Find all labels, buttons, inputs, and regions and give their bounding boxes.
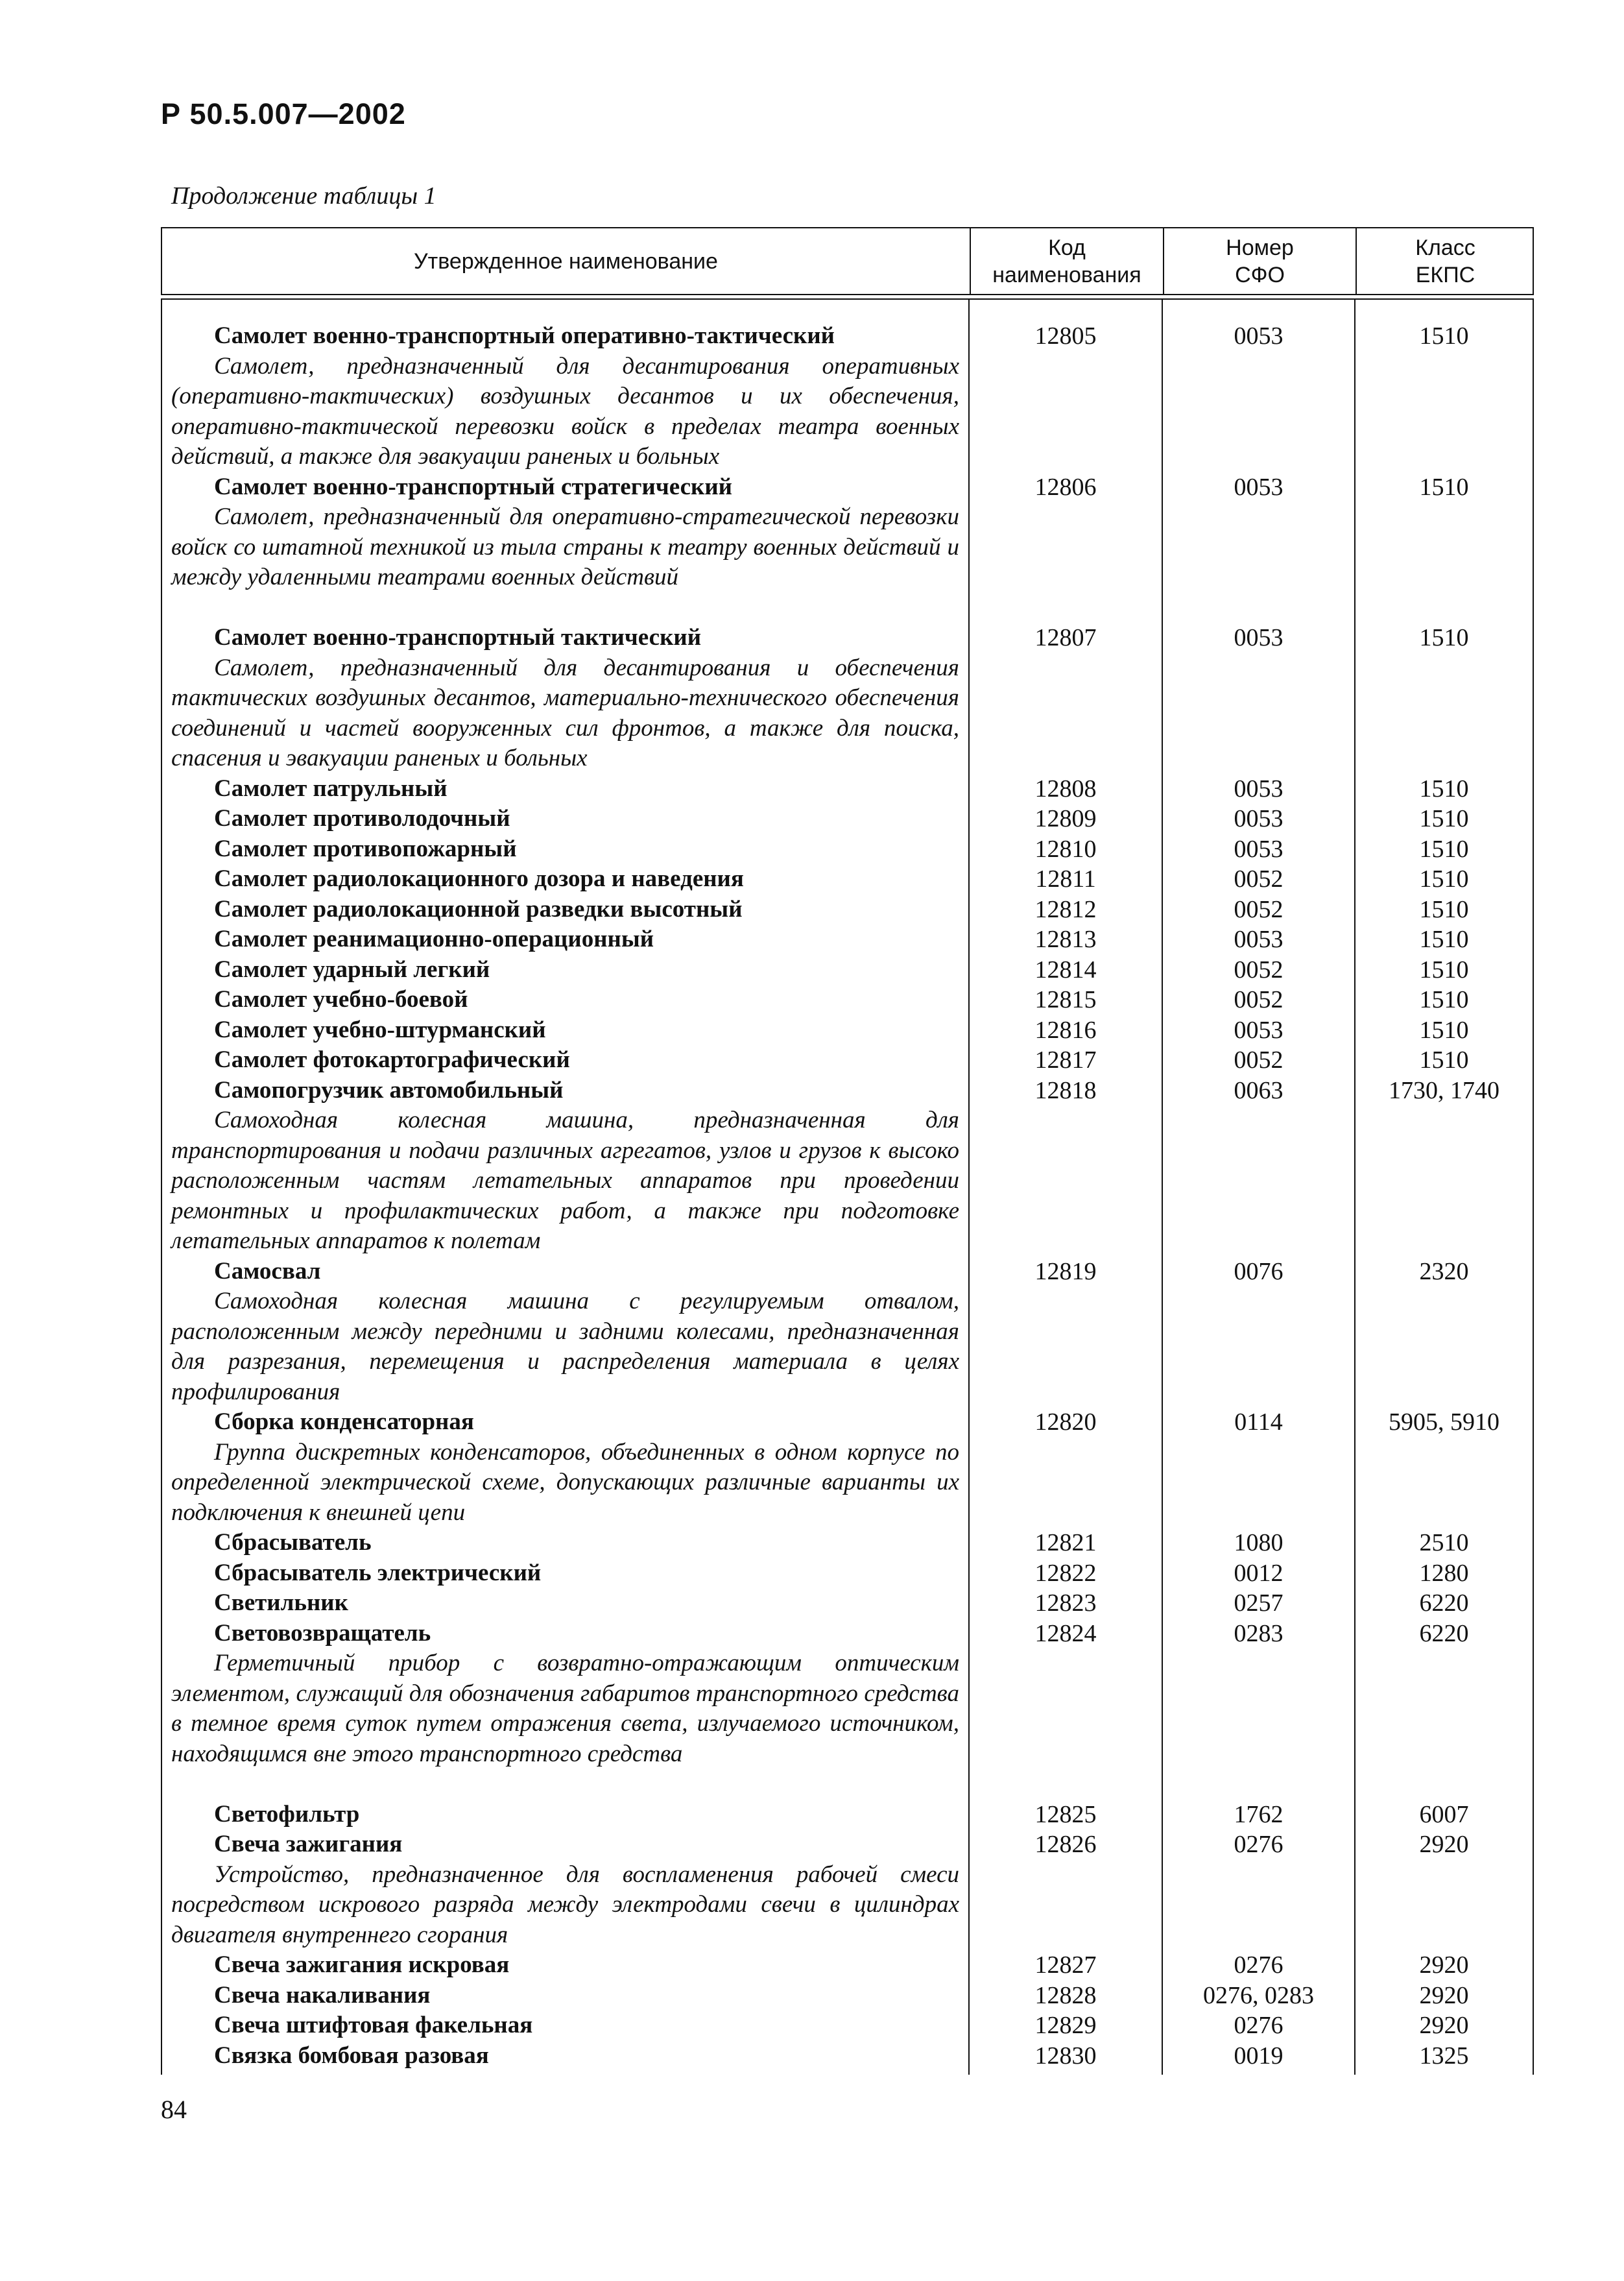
table-row: [161, 1981, 1534, 2011]
entry-ekps: 2920: [1419, 2012, 1469, 2039]
table-row: [161, 472, 1534, 623]
entry-description: Самоходная колесная машина с регулируемым отвалом, расположенным между передними и задними колесами, предназначенная для разрезания, перемещения и распределения материала в целях профилирования: [171, 1288, 959, 1405]
entry-code: 12824: [1034, 1619, 1097, 1647]
entry-name: Сбрасыватель: [214, 1529, 372, 1556]
entry-name: Самолет противопожарный: [214, 835, 517, 862]
entry-name: Самолет учебно-боевой: [214, 986, 468, 1013]
table-row: [161, 895, 1534, 925]
entry-description: Самолет, предназначенный для десантирования и обеспечения тактических воздушных десантов, материально-технического обеспечения соединений и частей вооруженных сил фронтов, а также для поиска, спасения и эвакуации раненых и больных: [171, 654, 959, 771]
entry-ekps: 1730, 1740: [1389, 1076, 1499, 1104]
entry-name: Световозвращатель: [214, 1619, 431, 1647]
entry-code: 12811: [1035, 865, 1096, 893]
entry-code: 12810: [1034, 835, 1097, 863]
entry-code: 12812: [1034, 895, 1097, 923]
entry-sfo: 0276: [1234, 1831, 1284, 1858]
entry-sfo: 0019: [1234, 2042, 1284, 2070]
entry-sfo: 0053: [1234, 926, 1284, 953]
entry-ekps: 2510: [1419, 1529, 1469, 1556]
entry-ekps: 1510: [1419, 322, 1469, 350]
entry-name: Свеча штифтовая факельная: [214, 2012, 533, 2038]
entry-sfo: 0053: [1234, 473, 1284, 501]
page-number: 84: [161, 2095, 187, 2124]
entry-sfo: 0257: [1234, 1589, 1284, 1617]
entry-code: 12814: [1034, 956, 1097, 984]
entry-code: 12828: [1034, 1981, 1097, 2009]
table-row: [161, 1800, 1534, 1830]
entry-code: 12819: [1034, 1257, 1097, 1285]
entry-name: Самолет военно-транспортный стратегический: [214, 473, 732, 500]
entry-sfo: 1762: [1234, 1800, 1284, 1828]
table-row: [161, 1829, 1534, 1950]
entry-ekps: 2920: [1419, 1951, 1469, 1979]
entry-ekps: 6220: [1419, 1589, 1469, 1617]
entry-name: Самолет военно-транспортный оперативно-тактический: [214, 322, 835, 349]
entry-name: Свеча зажигания: [214, 1831, 403, 1857]
column-header-ekps: Класс ЕКПС: [1415, 235, 1475, 287]
table-row: [161, 1076, 1534, 1257]
entry-code: 12821: [1034, 1529, 1097, 1556]
names-table: [161, 227, 1534, 2075]
entry-description: Герметичный прибор с возвратно-отражающим оптическим элементом, служащий для обозначения габаритов транспортного средства в темное время суток путем отражения света, излучаемого источником, находящимся вне этого транспортного средства: [171, 1650, 959, 1767]
entry-name: Самолет ударный легкий: [214, 956, 490, 983]
table-row: [161, 834, 1534, 865]
entry-sfo: 0063: [1234, 1076, 1284, 1104]
entry-name: Свеча зажигания искровая: [214, 1951, 510, 1978]
table-row: [161, 623, 1534, 774]
entry-name: Светильник: [214, 1589, 348, 1616]
entry-description: Группа дискретных конденсаторов, объединенных в одном корпусе по определенной электрической схеме, допускающих различные варианты их подключения к внешней цепи: [171, 1438, 959, 1526]
entry-sfo: 0052: [1234, 986, 1284, 1013]
table-row: [161, 1015, 1534, 1046]
table-row: [161, 864, 1534, 895]
table-row: [161, 955, 1534, 985]
table-row: [161, 2010, 1534, 2041]
entry-ekps: 2920: [1419, 1981, 1469, 2009]
entry-name: Самосвал: [214, 1257, 321, 1285]
entry-description: Самолет, предназначенный для десантирования оперативных (оперативно-тактических) воздушных десантов и их обеспечения, оперативно-тактической перевозки войск в пределах театра военных действий, а также для эвакуации раненых и больных: [171, 352, 959, 470]
column-header-name: Утвержденное наименование: [414, 248, 718, 274]
entry-name: Свеча накаливания: [214, 1981, 431, 2009]
entry-ekps: 1510: [1419, 624, 1469, 651]
entry-name: Самолет противолодочный: [214, 805, 510, 832]
table-row: [161, 1407, 1534, 1528]
table-row: [161, 1588, 1534, 1619]
table-header: [161, 227, 1534, 295]
entry-name: Самолет учебно-штурманский: [214, 1016, 546, 1043]
entry-name: Светофильтр: [214, 1800, 360, 1828]
entry-ekps: 1280: [1419, 1559, 1469, 1587]
entry-ekps: 1510: [1419, 775, 1469, 803]
entry-sfo: 0276: [1234, 1951, 1284, 1979]
entry-sfo: 0276, 0283: [1203, 1981, 1314, 2009]
entry-ekps: 1510: [1419, 805, 1469, 832]
entry-sfo: 0276: [1234, 2012, 1284, 2039]
entry-code: 12826: [1034, 1831, 1097, 1858]
entry-ekps: 1510: [1419, 473, 1469, 501]
entry-name: Сборка конденсаторная: [214, 1408, 474, 1435]
entry-ekps: 6007: [1419, 1800, 1469, 1828]
entry-ekps: 5905, 5910: [1389, 1408, 1499, 1436]
entry-code: 12817: [1034, 1046, 1097, 1074]
entry-sfo: 0283: [1234, 1619, 1284, 1647]
entry-code: 12825: [1034, 1800, 1097, 1828]
entry-name: Сбрасыватель электрический: [214, 1559, 542, 1586]
entry-ekps: 1510: [1419, 865, 1469, 893]
entry-sfo: 1080: [1234, 1529, 1284, 1556]
entry-code: 12805: [1034, 322, 1097, 350]
table-row: [161, 1619, 1534, 1800]
entry-sfo: 0053: [1234, 1016, 1284, 1044]
entry-sfo: 0052: [1234, 895, 1284, 923]
entry-code: 12823: [1034, 1589, 1097, 1617]
entry-ekps: 1510: [1419, 1046, 1469, 1074]
entry-ekps: 1510: [1419, 835, 1469, 863]
entry-code: 12820: [1034, 1408, 1097, 1436]
table-row: [161, 2041, 1534, 2071]
entry-name: Самолет фотокартографический: [214, 1046, 570, 1073]
entry-sfo: 0053: [1234, 805, 1284, 832]
entry-code: 12813: [1034, 926, 1097, 953]
table-body: [161, 321, 1534, 2071]
header-double-line: [161, 298, 1534, 300]
entry-description: Самоходная колесная машина, предназначенная для транспортирования и подачи различных агрегатов, узлов и грузов к высоко расположенным частям летательных аппаратов при проведении ремонтных и профилактических работ, а также при подготовке летательных аппаратов к полетам: [171, 1107, 959, 1254]
standard-code: Р 50.5.007—2002: [161, 97, 406, 130]
entry-sfo: 0052: [1234, 1046, 1284, 1074]
table-row: [161, 1558, 1534, 1589]
entry-description: Самолет, предназначенный для оперативно-стратегической перевозки войск со штатной техникой из тыла страны к театру военных действий и между удаленными театрами военных действий: [171, 503, 959, 590]
entry-code: 12806: [1034, 473, 1097, 501]
entry-name: Самолет реанимационно-операционный: [214, 926, 654, 952]
table-row: [161, 321, 1534, 472]
table-row: [161, 924, 1534, 955]
entry-name: Самолет патрульный: [214, 775, 448, 802]
entry-name: Самолет радиолокационного дозора и наведения: [214, 865, 744, 892]
entry-code: 12808: [1034, 775, 1097, 803]
entry-sfo: 0053: [1234, 624, 1284, 651]
column-header-sfo: Номер СФО: [1226, 235, 1294, 287]
entry-ekps: 1510: [1419, 926, 1469, 953]
entry-code: 12815: [1034, 986, 1097, 1013]
entry-code: 12830: [1034, 2042, 1097, 2070]
entry-ekps: 1510: [1419, 986, 1469, 1013]
entry-ekps: 1510: [1419, 1016, 1469, 1044]
entry-sfo: 0012: [1234, 1559, 1284, 1587]
table-row: [161, 1257, 1534, 1408]
table-row: [161, 1528, 1534, 1558]
entry-code: 12818: [1034, 1076, 1097, 1104]
entry-ekps: 2920: [1419, 1831, 1469, 1858]
entry-ekps: 1510: [1419, 895, 1469, 923]
entry-code: 12827: [1034, 1951, 1097, 1979]
table-row: [161, 1950, 1534, 1981]
entry-description: Устройство, предназначенное для воспламенения рабочей смеси посредством искрового разряда между электродами свечи в цилиндрах двигателя внутреннего сгорания: [171, 1861, 959, 1948]
entry-name: Связка бомбовая разовая: [214, 2042, 489, 2069]
entry-code: 12829: [1034, 2012, 1097, 2039]
column-header-code: Код наименования: [992, 235, 1141, 287]
entry-sfo: 0053: [1234, 322, 1284, 350]
entry-sfo: 0076: [1234, 1257, 1284, 1285]
entry-name: Самолет радиолокационной разведки высотный: [214, 895, 743, 923]
entry-code: 12816: [1034, 1016, 1097, 1044]
entry-name: Самолет военно-транспортный тактический: [214, 624, 702, 651]
table-row: [161, 804, 1534, 834]
entry-code: 12809: [1034, 805, 1097, 832]
table-row: [161, 985, 1534, 1015]
entry-ekps: 1510: [1419, 956, 1469, 984]
entry-ekps: 2320: [1419, 1257, 1469, 1285]
table-row: [161, 1045, 1534, 1076]
entry-sfo: 0053: [1234, 775, 1284, 803]
table-row: [161, 774, 1534, 804]
entry-name: Самопогрузчик автомобильный: [214, 1076, 564, 1104]
entry-ekps: 1325: [1419, 2042, 1469, 2070]
continuation-label: Продолжение таблицы 1: [171, 182, 436, 210]
entry-ekps: 6220: [1419, 1619, 1469, 1647]
entry-sfo: 0114: [1234, 1408, 1283, 1436]
entry-sfo: 0053: [1234, 835, 1284, 863]
entry-sfo: 0052: [1234, 956, 1284, 984]
entry-code: 12822: [1034, 1559, 1097, 1587]
entry-code: 12807: [1034, 624, 1097, 651]
entry-sfo: 0052: [1234, 865, 1284, 893]
